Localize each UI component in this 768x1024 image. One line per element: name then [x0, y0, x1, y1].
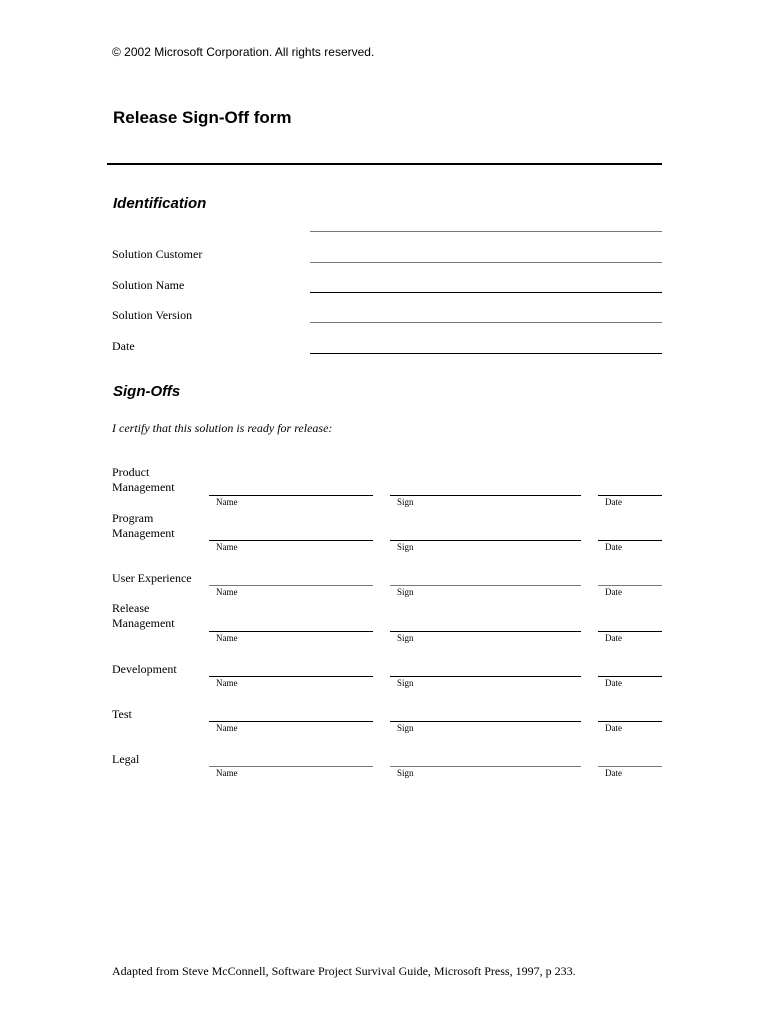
date-line[interactable] — [598, 766, 662, 767]
role-product-management — [112, 465, 207, 495]
date-line[interactable] — [598, 495, 662, 496]
sign-caption: Sign — [397, 633, 414, 643]
solution-name-field[interactable] — [310, 292, 662, 293]
solution-name-label: Solution Name — [112, 278, 185, 292]
date-caption: Date — [605, 587, 622, 597]
name-line[interactable] — [209, 585, 373, 586]
name-line[interactable] — [209, 676, 373, 677]
role-label-line1: Product — [112, 465, 150, 479]
date-caption: Date — [605, 633, 622, 643]
date-caption: Date — [605, 768, 622, 778]
role-label-line1: Test — [112, 707, 132, 721]
copyright-notice: © 2002 Microsoft Corporation. All rights reserved. — [112, 45, 375, 59]
sign-caption: Sign — [397, 542, 414, 552]
solution-version-field[interactable] — [310, 322, 662, 323]
source-citation: Adapted from Steve McConnell, Software Project Survival Guide, Microsoft Press, 1997, p 233. — [112, 964, 576, 978]
date-line[interactable] — [598, 631, 662, 632]
name-caption: Name — [216, 633, 238, 643]
role-user-experience — [112, 571, 207, 586]
sign-line[interactable] — [390, 676, 581, 677]
name-caption: Name — [216, 723, 238, 733]
solution-customer-field[interactable] — [310, 262, 662, 263]
date-line[interactable] — [598, 540, 662, 541]
date-caption: Date — [605, 678, 622, 688]
role-label-line1: Release — [112, 601, 150, 615]
role-legal — [112, 752, 207, 767]
role-label-line1: Development — [112, 662, 177, 676]
name-caption: Name — [216, 587, 238, 597]
page-title: Release Sign-Off form — [113, 108, 292, 127]
sign-line[interactable] — [390, 585, 581, 586]
title-divider — [107, 163, 662, 165]
name-line[interactable] — [209, 540, 373, 541]
identification-heading: Identification — [113, 195, 207, 212]
sign-caption: Sign — [397, 768, 414, 778]
sign-line[interactable] — [390, 495, 581, 496]
sign-caption: Sign — [397, 587, 414, 597]
certification-statement: I certify that this solution is ready for release: — [112, 421, 333, 435]
date-line[interactable] — [598, 585, 662, 586]
role-label-line2: Management — [112, 480, 175, 494]
date-label: Date — [112, 339, 135, 353]
signoffs-heading: Sign-Offs — [113, 383, 181, 400]
name-line[interactable] — [209, 766, 373, 767]
role-label-line1: Program — [112, 511, 154, 525]
date-caption: Date — [605, 542, 622, 552]
role-label-line1: Legal — [112, 752, 140, 766]
name-caption: Name — [216, 542, 238, 552]
name-line[interactable] — [209, 721, 373, 722]
sign-caption: Sign — [397, 723, 414, 733]
role-label-line2: Management — [112, 526, 175, 540]
name-caption: Name — [216, 678, 238, 688]
role-test — [112, 707, 207, 722]
date-line[interactable] — [598, 721, 662, 722]
solution-version-label: Solution Version — [112, 308, 193, 322]
role-program-management — [112, 511, 207, 541]
identification-blank-line[interactable] — [310, 231, 662, 232]
sign-line[interactable] — [390, 631, 581, 632]
name-caption: Name — [216, 497, 238, 507]
sign-line[interactable] — [390, 721, 581, 722]
solution-customer-label: Solution Customer — [112, 247, 203, 261]
role-label-line2: Management — [112, 616, 175, 630]
sign-line[interactable] — [390, 766, 581, 767]
date-field[interactable] — [310, 353, 662, 354]
date-line[interactable] — [598, 676, 662, 677]
date-caption: Date — [605, 723, 622, 733]
date-caption: Date — [605, 497, 622, 507]
name-caption: Name — [216, 768, 238, 778]
sign-line[interactable] — [390, 540, 581, 541]
role-release-management — [112, 601, 207, 631]
role-label-line1: User Experience — [112, 571, 192, 585]
name-line[interactable] — [209, 631, 373, 632]
role-development — [112, 662, 207, 677]
sign-caption: Sign — [397, 497, 414, 507]
name-line[interactable] — [209, 495, 373, 496]
sign-caption: Sign — [397, 678, 414, 688]
